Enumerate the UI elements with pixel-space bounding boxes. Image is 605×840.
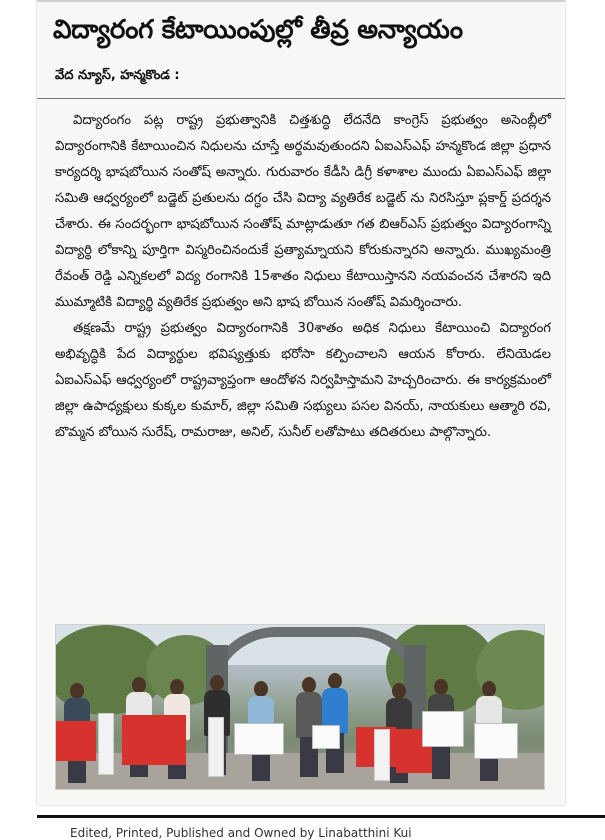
photo-flag [122, 715, 186, 765]
top-rule [37, 0, 565, 2]
placard [474, 723, 518, 759]
article-body [55, 108, 551, 446]
photo-flag [56, 721, 96, 761]
footer-imprint: Edited, Printed, Published and Owned by Linabatthini Kui [70, 826, 412, 840]
protest-photo [55, 624, 545, 790]
placard [422, 711, 464, 747]
byline: వేద న్యూస్, హన్మకొండ : [55, 68, 180, 83]
placard [234, 723, 284, 755]
aisf-banner [98, 713, 114, 775]
headline: విద్యారంగ కేటాయింపుల్లో తీవ్ర అన్యాయం [53, 15, 463, 45]
aisf-banner [208, 717, 224, 777]
article-paragraph-2: తక్షణమే రాష్ట్ర ప్రభుత్వం విద్యారంగానికి 30శాతం అధిక నిధులు కేటాయించి విద్యారంగ అభివృద్ధికి పేద విద్యార్థుల భవిష్యత్తుకు భరోసా కల్పించాలని ఆయన కోరారు. లేనియెడల ఏఐఎస్ఎఫ్ ఆధ్వర్యంలో రాష్ట్రవ్యాప్తంగా ఆందోళన నిర్వహిస్తామని హెచ్చరించారు. ఈ కార్యక్రమంలో జిల్లా ఉపాధ్యక్షులు కుక్కల కుమార్, జిల్లా సమితి సభ్యులు పసల వినయ్, నాయకులు ఆత్మారి రవి, బొమ్మన బోయిన సురేష్, రామరాజు, అనిల్, సునీల్ లతోపాటు తదితరులు పాల్గొన్నారు. [55, 321, 551, 440]
article-paragraph-1: విద్యారంగం పట్ల రాష్ట్ర ప్రభుత్వానికి చిత్తశుద్ధి లేదనేది కాంగ్రెస్ ప్రభుత్వం అసెంబ్లీలో విద్యారంగానికి కేటాయించిన నిధులను చూస్తే అర్థమవుతుందని ఏఐఎస్ఎఫ్ హన్మకొండ జిల్లా ప్రధాన కార్యదర్శి భాషబోయిన సంతోష్ అన్నారు. గురువారం కేడీసి డిగ్రీ కళాశాల ముందు ఏఐఎస్ఎఫ్ జిల్లా సమితి ఆధ్వర్యంలో బడ్జెట్ ప్రతులను దగ్ధం చేసి విద్యా వ్యతిరేక బడ్జెట్ ను నిరసిస్తూ ప్లకార్డ్ ప్రదర్శన చేశారు. ఈ సందర్భంగా భాషబోయిన సంతోష్ మాట్లాడుతూ గత బిఆర్ఎస్ ప్రభుత్వం విద్యారంగాన్ని విద్యార్థి లోకాన్ని పూర్తిగా విస్మరించినందుకే ప్రత్యామ్నాయని కోరుకున్నారని అన్నారు. ముఖ్యమంత్రి రేవంత్ రెడ్డి ఎన్నికలలో విద్య రంగానికి 15శాతం నిధులు కేటాయిస్తానని నయవంచన చేశారని ఇది ముమ్మాటికి విద్యార్థి వ్యతిరేక ప్రభుత్వం అని భాష బోయిన సంతోష్ విమర్శించారు. [55, 113, 551, 310]
placard [312, 725, 340, 749]
aisf-banner [374, 729, 390, 781]
footer-rule [37, 815, 605, 818]
newspaper-clipping [37, 0, 565, 805]
byline-divider [37, 98, 565, 99]
